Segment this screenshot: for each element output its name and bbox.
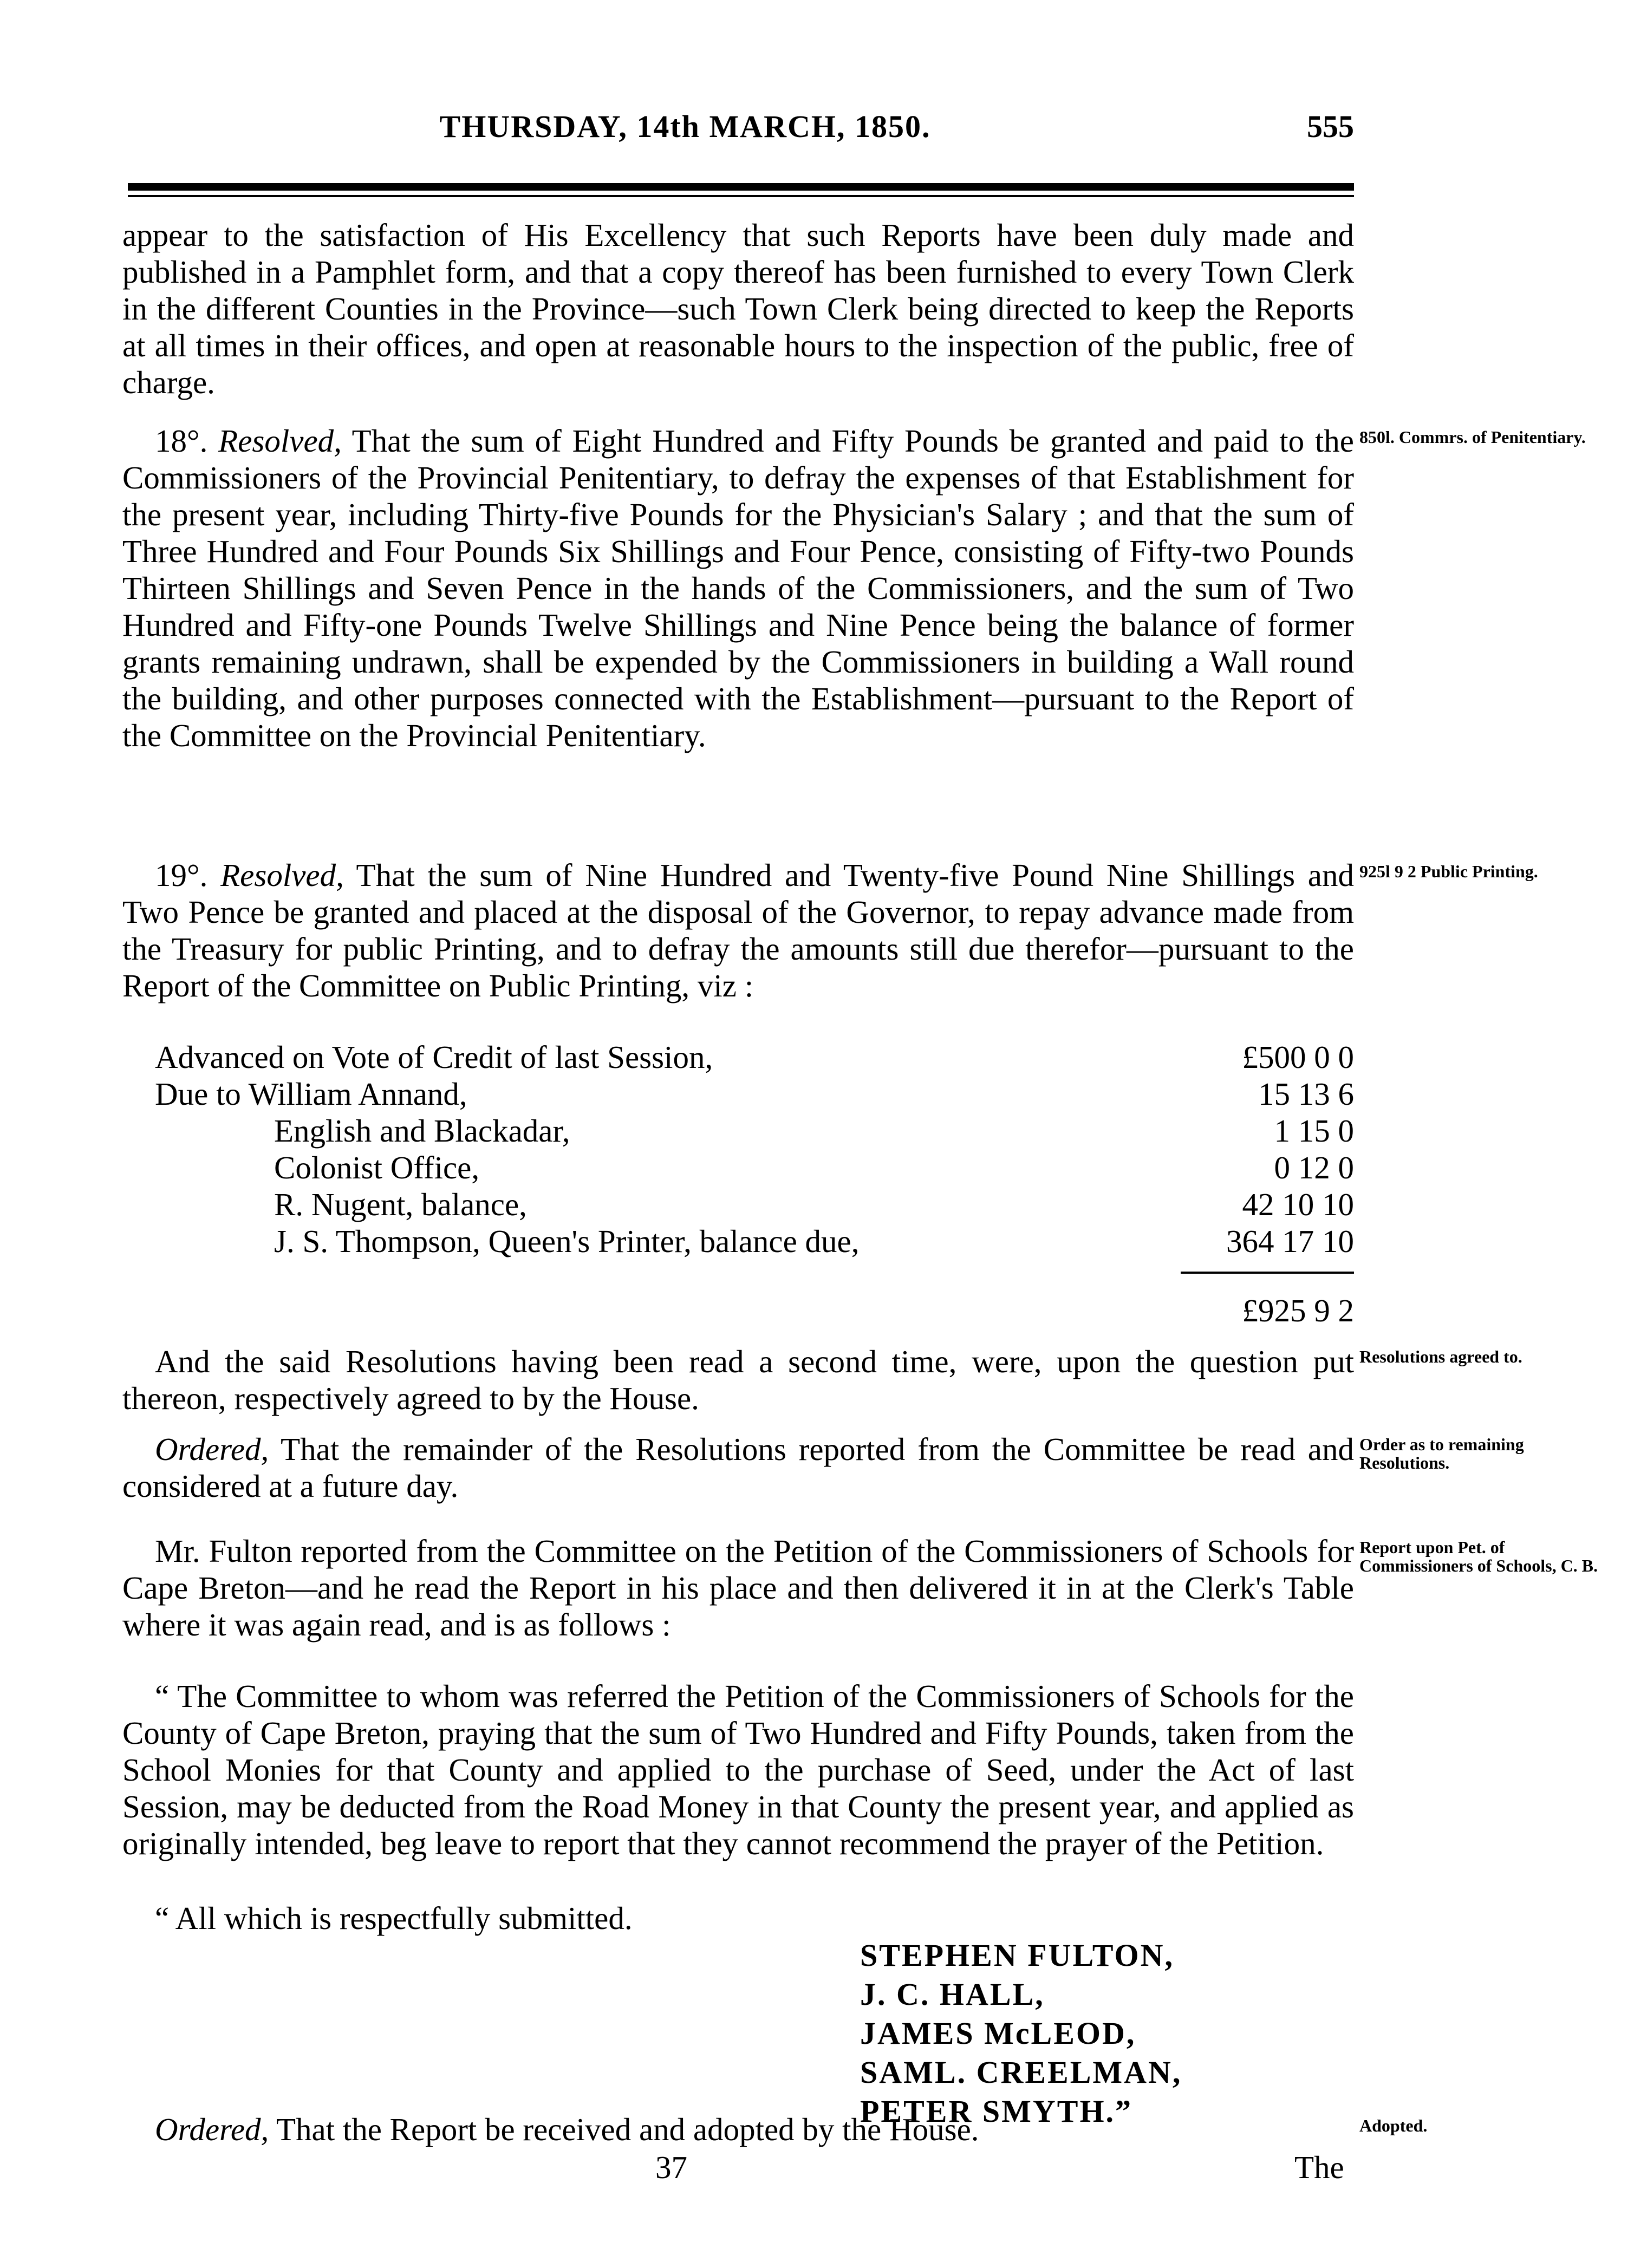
total-rule <box>1181 1272 1354 1274</box>
account-label: Due to William Annand, <box>155 1076 467 1112</box>
margin-note: Resolutions agreed to. <box>1359 1347 1522 1366</box>
resolutions-agreed-paragraph <box>122 1343 1354 1417</box>
ordered-label: Ordered, <box>155 1431 269 1467</box>
ordered-label: Ordered, <box>155 2111 269 2147</box>
account-amount: £500 0 0 <box>1242 1039 1354 1075</box>
account-amount: 15 13 6 <box>1258 1076 1354 1112</box>
submitted-line <box>122 1900 1354 1937</box>
account-label: J. S. Thompson, Queen's Printer, balance due, <box>274 1223 860 1259</box>
account-row <box>122 1076 1354 1112</box>
committee-report-quote <box>122 1678 1354 1862</box>
account-total: £925 9 2 <box>1242 1293 1354 1328</box>
account-amount: 0 12 0 <box>1274 1150 1354 1185</box>
paragraph-text: Mr. Fulton reported from the Committee on the Petition of the Commissioners of Schools for Cape Breton—and he read the Report in his place and then delivered it in at the Clerk's Table where it was again read, and is as follows : <box>122 1533 1354 1643</box>
printing-accounts <box>122 1039 1354 1329</box>
account-label: English and Blackadar, <box>274 1113 570 1149</box>
signature-mark: 37 <box>655 2149 687 2185</box>
resolved-label: Resolved, <box>218 423 342 459</box>
resolution-number: 18°. <box>155 423 208 459</box>
signers-block <box>860 1936 1182 2131</box>
signer-name: SAML. CREELMAN, <box>860 2055 1182 2090</box>
margin-note: Adopted. <box>1359 2116 1428 2135</box>
signer-name: JAMES McLEOD, <box>860 2016 1136 2051</box>
page-number: 555 <box>1307 109 1354 144</box>
header-rule-thin <box>128 195 1354 197</box>
header-rule-thick <box>128 183 1354 191</box>
account-row <box>122 1223 1354 1260</box>
page-title: THURSDAY, 14th MARCH, 1850. <box>439 109 931 144</box>
resolved-label: Resolved, <box>220 857 344 893</box>
paragraph-continuation <box>122 217 1354 401</box>
paragraph-text: And the said Resolutions having been read a second time, were, upon the question put thereon, respectively agreed to by the House. <box>122 1344 1354 1416</box>
account-amount: 364 17 10 <box>1226 1223 1354 1259</box>
resolution-number: 19°. <box>155 857 208 893</box>
margin-note: Order as to remaining Resolutions. <box>1359 1435 1524 1472</box>
account-label: Advanced on Vote of Credit of last Session, <box>155 1039 713 1075</box>
account-row <box>122 1112 1354 1149</box>
account-label: Colonist Office, <box>274 1150 480 1185</box>
catchword: The <box>1294 2149 1344 2185</box>
account-amount: 42 10 10 <box>1242 1187 1354 1222</box>
ordered-paragraph <box>122 1431 1354 1504</box>
account-total-row <box>122 1292 1354 1329</box>
margin-note: 925l 9 2 Public Printing. <box>1359 862 1538 881</box>
final-ordered-line <box>122 2111 1354 2154</box>
account-amount: 1 15 0 <box>1274 1113 1354 1149</box>
ordered-text: That the Report be received and adopted by the House. <box>269 2111 979 2147</box>
signer-name: PETER SMYTH.” <box>860 2094 1133 2129</box>
ordered-text: That the remainder of the Resolutions reported from the Committee be read and considered at a future day. <box>122 1431 1354 1504</box>
account-row <box>122 1186 1354 1223</box>
signer-name: J. C. HALL, <box>860 1977 1045 2012</box>
account-row <box>122 1149 1354 1186</box>
paragraph-text: “ All which is respectfully submitted. <box>155 1900 633 1936</box>
paragraph-text: “ The Committee to whom was referred the Petition of the Commissioners of Schools for the County of Cape Breton, praying that the sum of Two Hundred and Fifty Pounds, taken from the School Monies for that County and applied to the purchase of Seed, under the Act of last Session, may be deducted from the Road Money in that County the present year, and applied as originally intended, beg leave to report that they cannot recommend the prayer of the Petition. <box>122 1678 1354 1861</box>
resolution-text: That the sum of Eight Hundred and Fifty Pounds be granted and paid to the Commissioners of the Provincial Penitentiary, to defray the expenses of that Establishment for the present year, including Thirty-five Pounds for the Physician's Salary ; and that the sum of Three Hundred and Four Pounds Six Shillings and Four Pence, consisting of Fifty-two Pounds Thirteen Shillings and Seven Pence in the hands of the Commissioners, and the sum of Two Hundred and Fifty-one Pounds Twelve Shillings and Nine Pence being the balance of former grants remaining undrawn, shall be expended by the Commissioners in building a Wall round the building, and other purposes connected with the Establishment—pursuant to the Report of the Committee on the Provincial Penitentiary. <box>122 423 1354 753</box>
account-row <box>122 1039 1354 1076</box>
resolution-text: That the sum of Nine Hundred and Twenty-five Pound Nine Shillings and Two Pence be granted and placed at the disposal of the Governor, to repay advance made from the Treasury for public Printing, and to defray the amounts still due therefor—pursuant to the Report of the Committee on Public Printing, viz : <box>122 857 1354 1003</box>
signer-name: STEPHEN FULTON, <box>860 1938 1175 1973</box>
resolution-18 <box>122 422 1354 754</box>
resolution-19 <box>122 857 1354 1004</box>
fulton-report-paragraph <box>122 1533 1354 1643</box>
account-label: R. Nugent, balance, <box>274 1187 527 1222</box>
margin-note: Report upon Pet. of Commissioners of Schools, C. B. <box>1359 1537 1598 1575</box>
paragraph-text: appear to the satisfaction of His Excellency that such Reports have been duly made and published in a Pamphlet form, and that a copy thereof has been furnished to every Town Clerk in the different Counties in the Province—such Town Clerk being directed to keep the Reports at all times in their offices, and open at reasonable hours to the inspection of the public, free of charge. <box>122 217 1354 400</box>
page-header <box>125 108 1354 157</box>
margin-note: 850l. Commrs. of Penitentiary. <box>1359 427 1586 447</box>
